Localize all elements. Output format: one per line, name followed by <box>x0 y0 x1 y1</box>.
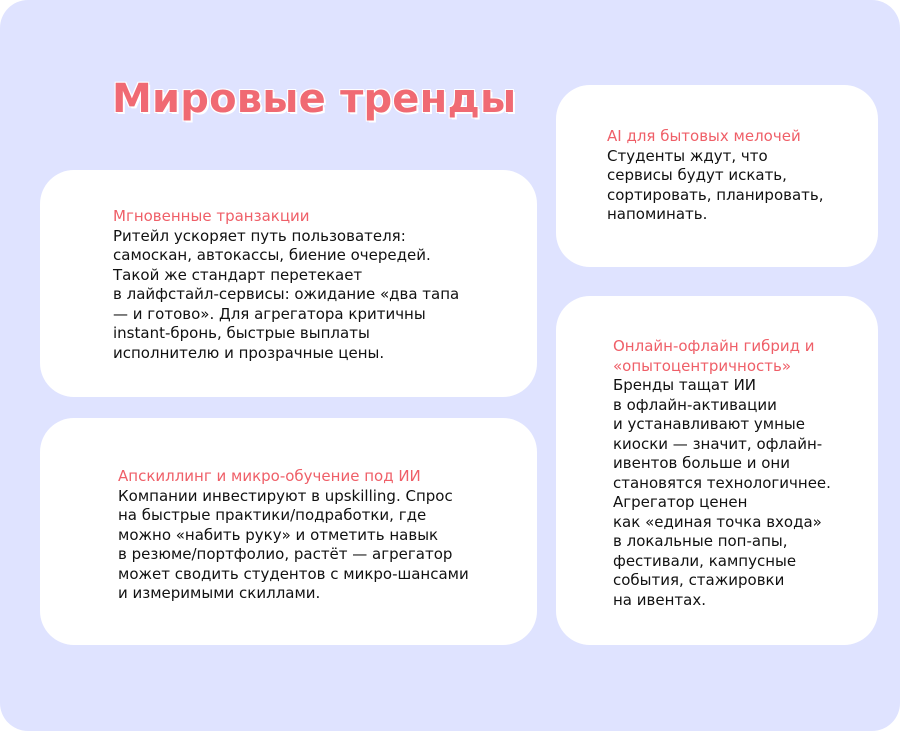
trend-card-heading: Мгновенные транзакции <box>113 207 310 225</box>
trend-card-text: Компании инвестируют в upskilling. Спрос на быстрые практики/подработки, где можно «набить руку» и отметить навык в резюме/портфолио, растёт — агрегатор может сводить студентов с микро-шансами и измеримыми скиллами. <box>118 486 469 602</box>
page-title: Мировые тренды <box>112 76 517 122</box>
trend-card-heading: Апскиллинг и микро-обучение под ИИ <box>118 467 421 485</box>
trend-card-online-offline-hybrid <box>556 296 878 645</box>
trend-card-heading: AI для бытовых мелочей <box>607 127 801 145</box>
trend-card-text: Ритейл ускоряет путь пользователя: самоскан, автокассы, биение очередей. Такой же стандарт перетекает в лайфстайл-сервисы: ожидание «два тапа — и готово». Для агрегатора критичны instant-бронь, быстрые выплаты исполнителю и прозрачные цены. <box>113 226 460 362</box>
trend-card-heading: Онлайн-офлайн гибрид и «опытоцентричность» <box>613 337 815 375</box>
trend-card-instant-transactions <box>40 170 537 397</box>
trend-card-text: Студенты ждут, что сервисы будут искать, сортировать, планировать, напоминать. <box>607 146 824 223</box>
trend-card-upskilling <box>40 418 537 645</box>
trend-card-ai-everyday <box>556 85 878 267</box>
trend-card-text: Бренды тащат ИИ в офлайн-активации и устанавливают умные киоски — значит, офлайн- ивентов больше и они становятся технологичнее. Агрегатор ценен как «единая точка входа» в локальные поп-апы, фестивали, кампусные события, стажировки на ивентах. <box>613 376 831 609</box>
